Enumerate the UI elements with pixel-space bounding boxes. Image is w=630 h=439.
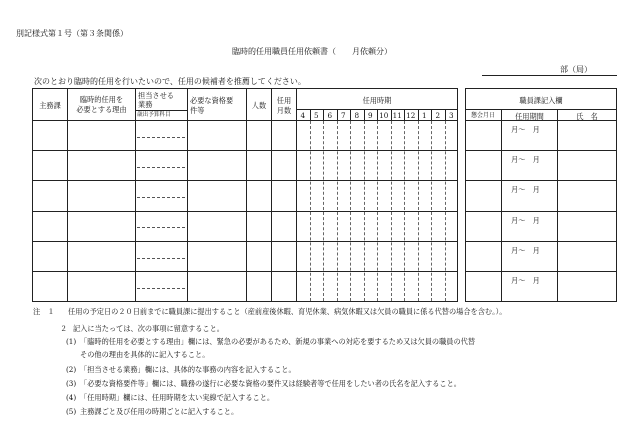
month-col-label: 12: [406, 111, 416, 120]
header-personnel-period: 任用期間: [515, 112, 544, 121]
month-col-label: 8: [354, 111, 360, 120]
note-number: (3): [66, 379, 77, 388]
month-col-label: 10: [379, 111, 389, 120]
form-label: 別記様式第１号（第３条関係）: [16, 29, 128, 38]
note-number: (5): [66, 407, 77, 416]
note-text: 「臨時的任用を必要とする理由」欄には、緊急の必要があるため、新規の事業への対応を要するため又は欠員の職員の代替: [80, 337, 476, 346]
department-underline: [482, 75, 617, 76]
month-col-label: 9: [367, 111, 373, 120]
month-col-divider: [431, 109, 432, 121]
personnel-period-text: 月～ 月: [511, 125, 540, 134]
budget-dotted-line: [137, 258, 185, 259]
month-col-divider: [418, 109, 419, 121]
month-col-divider: [323, 109, 324, 121]
note-number: (2): [66, 365, 77, 374]
month-col-label: 1: [421, 111, 427, 120]
header-main-division: 主務課: [39, 101, 61, 110]
month-col-divider: [391, 109, 392, 121]
table-row-divider: [32, 241, 458, 242]
header-reason-line2: 必要とする理由: [76, 105, 127, 114]
department-label: 部（局）: [560, 65, 592, 74]
note-number: 注 １: [33, 307, 55, 316]
personnel-period-text: 月～ 月: [511, 155, 540, 165]
table-row-divider: [32, 180, 458, 181]
header-qualifications-line2: 件等: [190, 106, 205, 115]
personnel-row-divider: [465, 150, 617, 151]
month-col-label: 4: [300, 111, 306, 120]
month-col-label: 2: [435, 111, 441, 120]
header-qualifications-line1: 必要な資格要: [190, 96, 234, 105]
header-budget: 歳出予算科目: [137, 112, 171, 118]
personnel-row-divider: [465, 271, 617, 272]
personnel-period-text: 月～ 月: [511, 215, 540, 225]
budget-dotted-line: [137, 288, 185, 289]
month-col-label: 6: [327, 111, 333, 120]
note-text: 任用の予定日の２０日前までに職員課に提出すること（産前産後休暇、育児休業、病気休暇又は欠員の職員に係る代替の場合を含む。）。: [68, 307, 507, 316]
table-row-divider: [32, 150, 458, 151]
personnel-period-text: 月～ 月: [511, 185, 540, 195]
personnel-title: 職員課記入欄: [519, 96, 563, 105]
note-text: 「任用時期」欄には、任用時期を太い実線で記入すること。: [80, 393, 275, 402]
month-col-divider: [377, 109, 378, 121]
budget-dotted-line: [137, 137, 185, 138]
header-meeting-date: 懇会月日: [470, 112, 495, 119]
personnel-row-divider: [465, 241, 617, 242]
header-duties-line1: 担当させる: [138, 91, 174, 100]
personnel-row-divider: [465, 211, 617, 212]
header-count: 人数: [251, 101, 267, 110]
note-number: (1): [66, 337, 77, 346]
note-number: (4): [66, 393, 77, 402]
personnel-period-text: 月～ 月: [511, 245, 540, 255]
header-months-line2: 月数: [276, 106, 292, 115]
personnel-period-text: 月～ 月: [511, 275, 540, 285]
note-text: 記入に当たっては、次の事項に留意すること。: [73, 324, 224, 333]
personnel-row-divider: [465, 180, 617, 181]
table-row-divider: [32, 271, 458, 272]
budget-dotted-line: [137, 227, 185, 228]
table-row-divider: [32, 211, 458, 212]
note-number: ２: [60, 324, 68, 333]
header-duties-line2: 業務: [138, 100, 153, 109]
month-col-divider: [364, 109, 365, 121]
header-months-line1: 任用: [276, 96, 292, 105]
header-personnel-name: 氏 名: [576, 112, 598, 121]
budget-dotted-line: [137, 167, 185, 168]
month-col-divider: [404, 109, 405, 121]
month-col-label: 7: [340, 111, 346, 120]
budget-dotted-line: [137, 197, 185, 198]
note-text: 「必要な資格要件等」欄には、職務の遂行に必要な資格の要件又は経験者等で任用をしたい者の氏名を記入すること。: [80, 379, 461, 388]
month-col-divider: [310, 109, 311, 121]
intro-text: 次のとおり臨時的任用を行いたいので、任用の候補者を推薦してください。: [34, 77, 306, 86]
note-text: 「担当させる業務」欄には、具体的な事務の内容を記入すること。: [80, 365, 296, 374]
month-col-label: 3: [448, 111, 454, 120]
month-col-label: 5: [313, 111, 319, 120]
month-col-divider: [445, 109, 446, 121]
month-col-divider: [350, 109, 351, 121]
note-text: その他の理由を具体的に記入すること。: [80, 350, 210, 359]
header-reason-line1: 臨時的任用を: [79, 95, 124, 104]
note-text: 主務課ごと及び任用の時期ごとに記入すること。: [80, 407, 239, 416]
month-col-label: 11: [392, 111, 402, 120]
header-period: 任用時期: [362, 96, 392, 105]
month-col-divider: [337, 109, 338, 121]
page-title: 臨時的任用職員任用依頼書（ 月依頼分）: [232, 47, 392, 56]
